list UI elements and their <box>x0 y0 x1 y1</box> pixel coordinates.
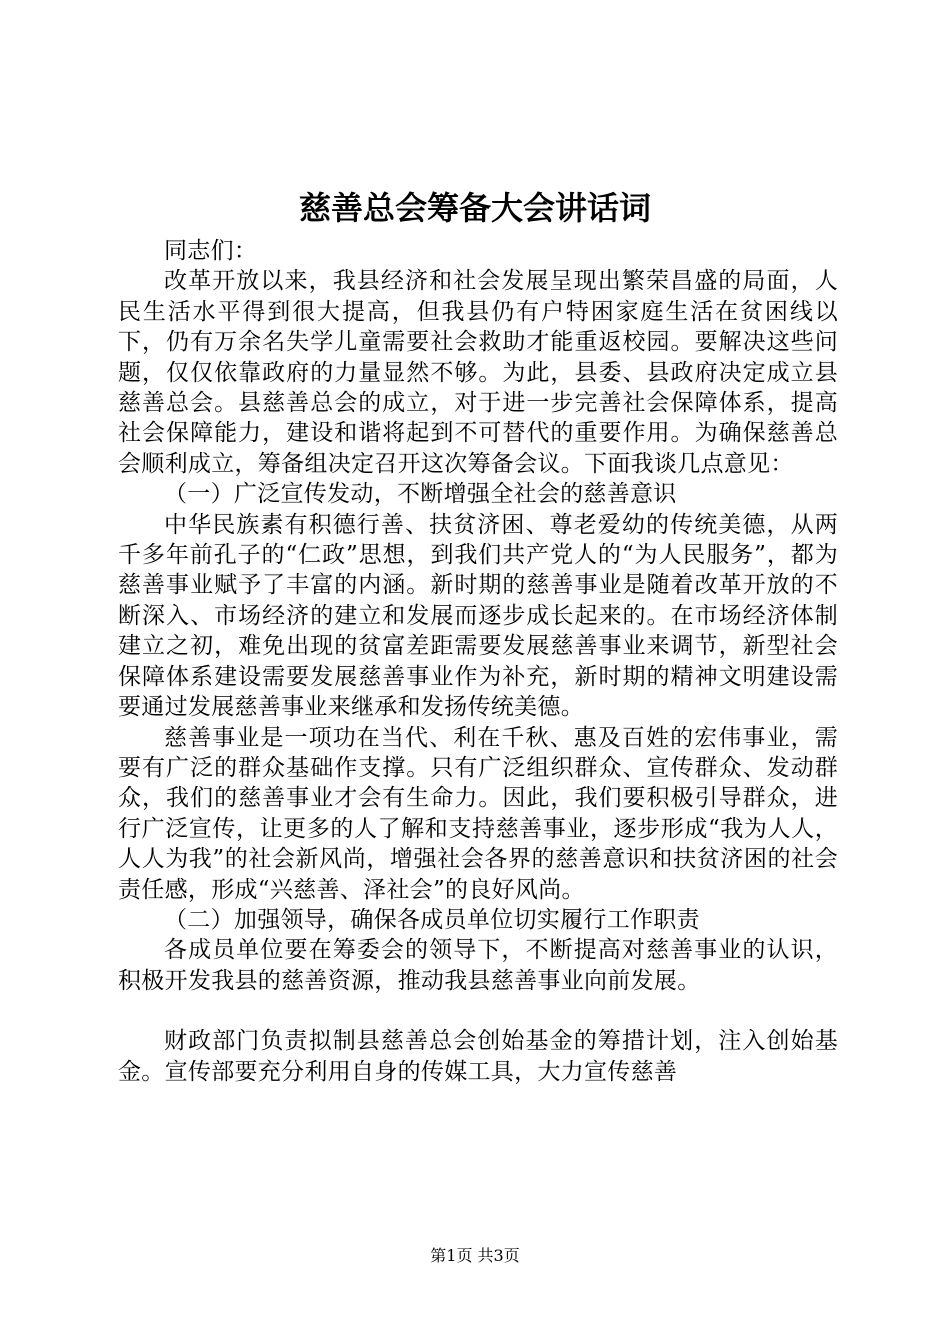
paragraph-members: 各成员单位要在筹委会的领导下，不断提高对慈善事业的认识，积极开发我县的慈善资源，推动我县慈善事业向前发展。 <box>118 937 838 994</box>
paragraph-finance: 财政部门负责拟制县慈善总会创始基金的筹措计划，注入创始基金。宣传部要充分利用自身的传媒工具，大力宣传慈善 <box>118 1028 838 1085</box>
document-body <box>118 236 838 1087</box>
section-heading-2: （二）加强领导，确保各成员单位切实履行工作职责 <box>164 906 700 933</box>
salutation: 同志们： <box>164 238 258 264</box>
paragraph-tradition: 中华民族素有积德行善、扶贫济困、尊老爱幼的传统美德，从两千多年前孔子的“仁政”思想，到我们共产党人的“为人民服务”，都为慈善事业赋予了丰富的内涵。新时期的慈善事业是随着改革开放的不断深入、市场经济的建立和发展而逐步成长起来的。在市场经济体制建立之初，难免出现的贫富差距需要发展慈善事业来调节，新型社会保障体系建设需要发展慈善事业作为补充，新时期的精神文明建设需要通过发展慈善事业来继承和发扬传统美德。 <box>118 511 838 721</box>
document-title: 慈善总会筹备大会讲话词 <box>298 189 651 227</box>
section-heading-1: （一）广泛宣传发动，不断增强全社会的慈善意识 <box>164 481 677 508</box>
paragraph-foundation: 慈善事业是一项功在当代、利在千秋、惠及百姓的宏伟事业，需要有广泛的群众基础作支撑。只有广泛组织群众、宣传群众、发动群众，我们的慈善事业才会有生命力。因此，我们要积极引导群众，进行广泛宣传，让更多的人了解和支持慈善事业，逐步形成“我为人人，人人为我”的社会新风尚，增强社会各界的慈善意识和扶贫济困的社会责任感，形成“兴慈善、泽社会”的良好风尚。 <box>118 724 838 903</box>
page-number-footer: 第1页 共3页 <box>430 1246 520 1265</box>
paragraph-intro: 改革开放以来，我县经济和社会发展呈现出繁荣昌盛的局面，人民生活水平得到很大提高，但我县仍有户特困家庭生活在贫困线以下，仍有万余名失学儿童需要社会救助才能重返校园。要解决这些问题，仅仅依靠政府的力量显然不够。为此，县委、县政府决定成立县慈善总会。县慈善总会的成立，对于进一步完善社会保障体系，提高社会保障能力，建设和谐将起到不可替代的重要作用。为确保慈善总会顺利成立，筹备组决定召开这次筹备会议。下面我谈几点意见： <box>118 268 838 477</box>
